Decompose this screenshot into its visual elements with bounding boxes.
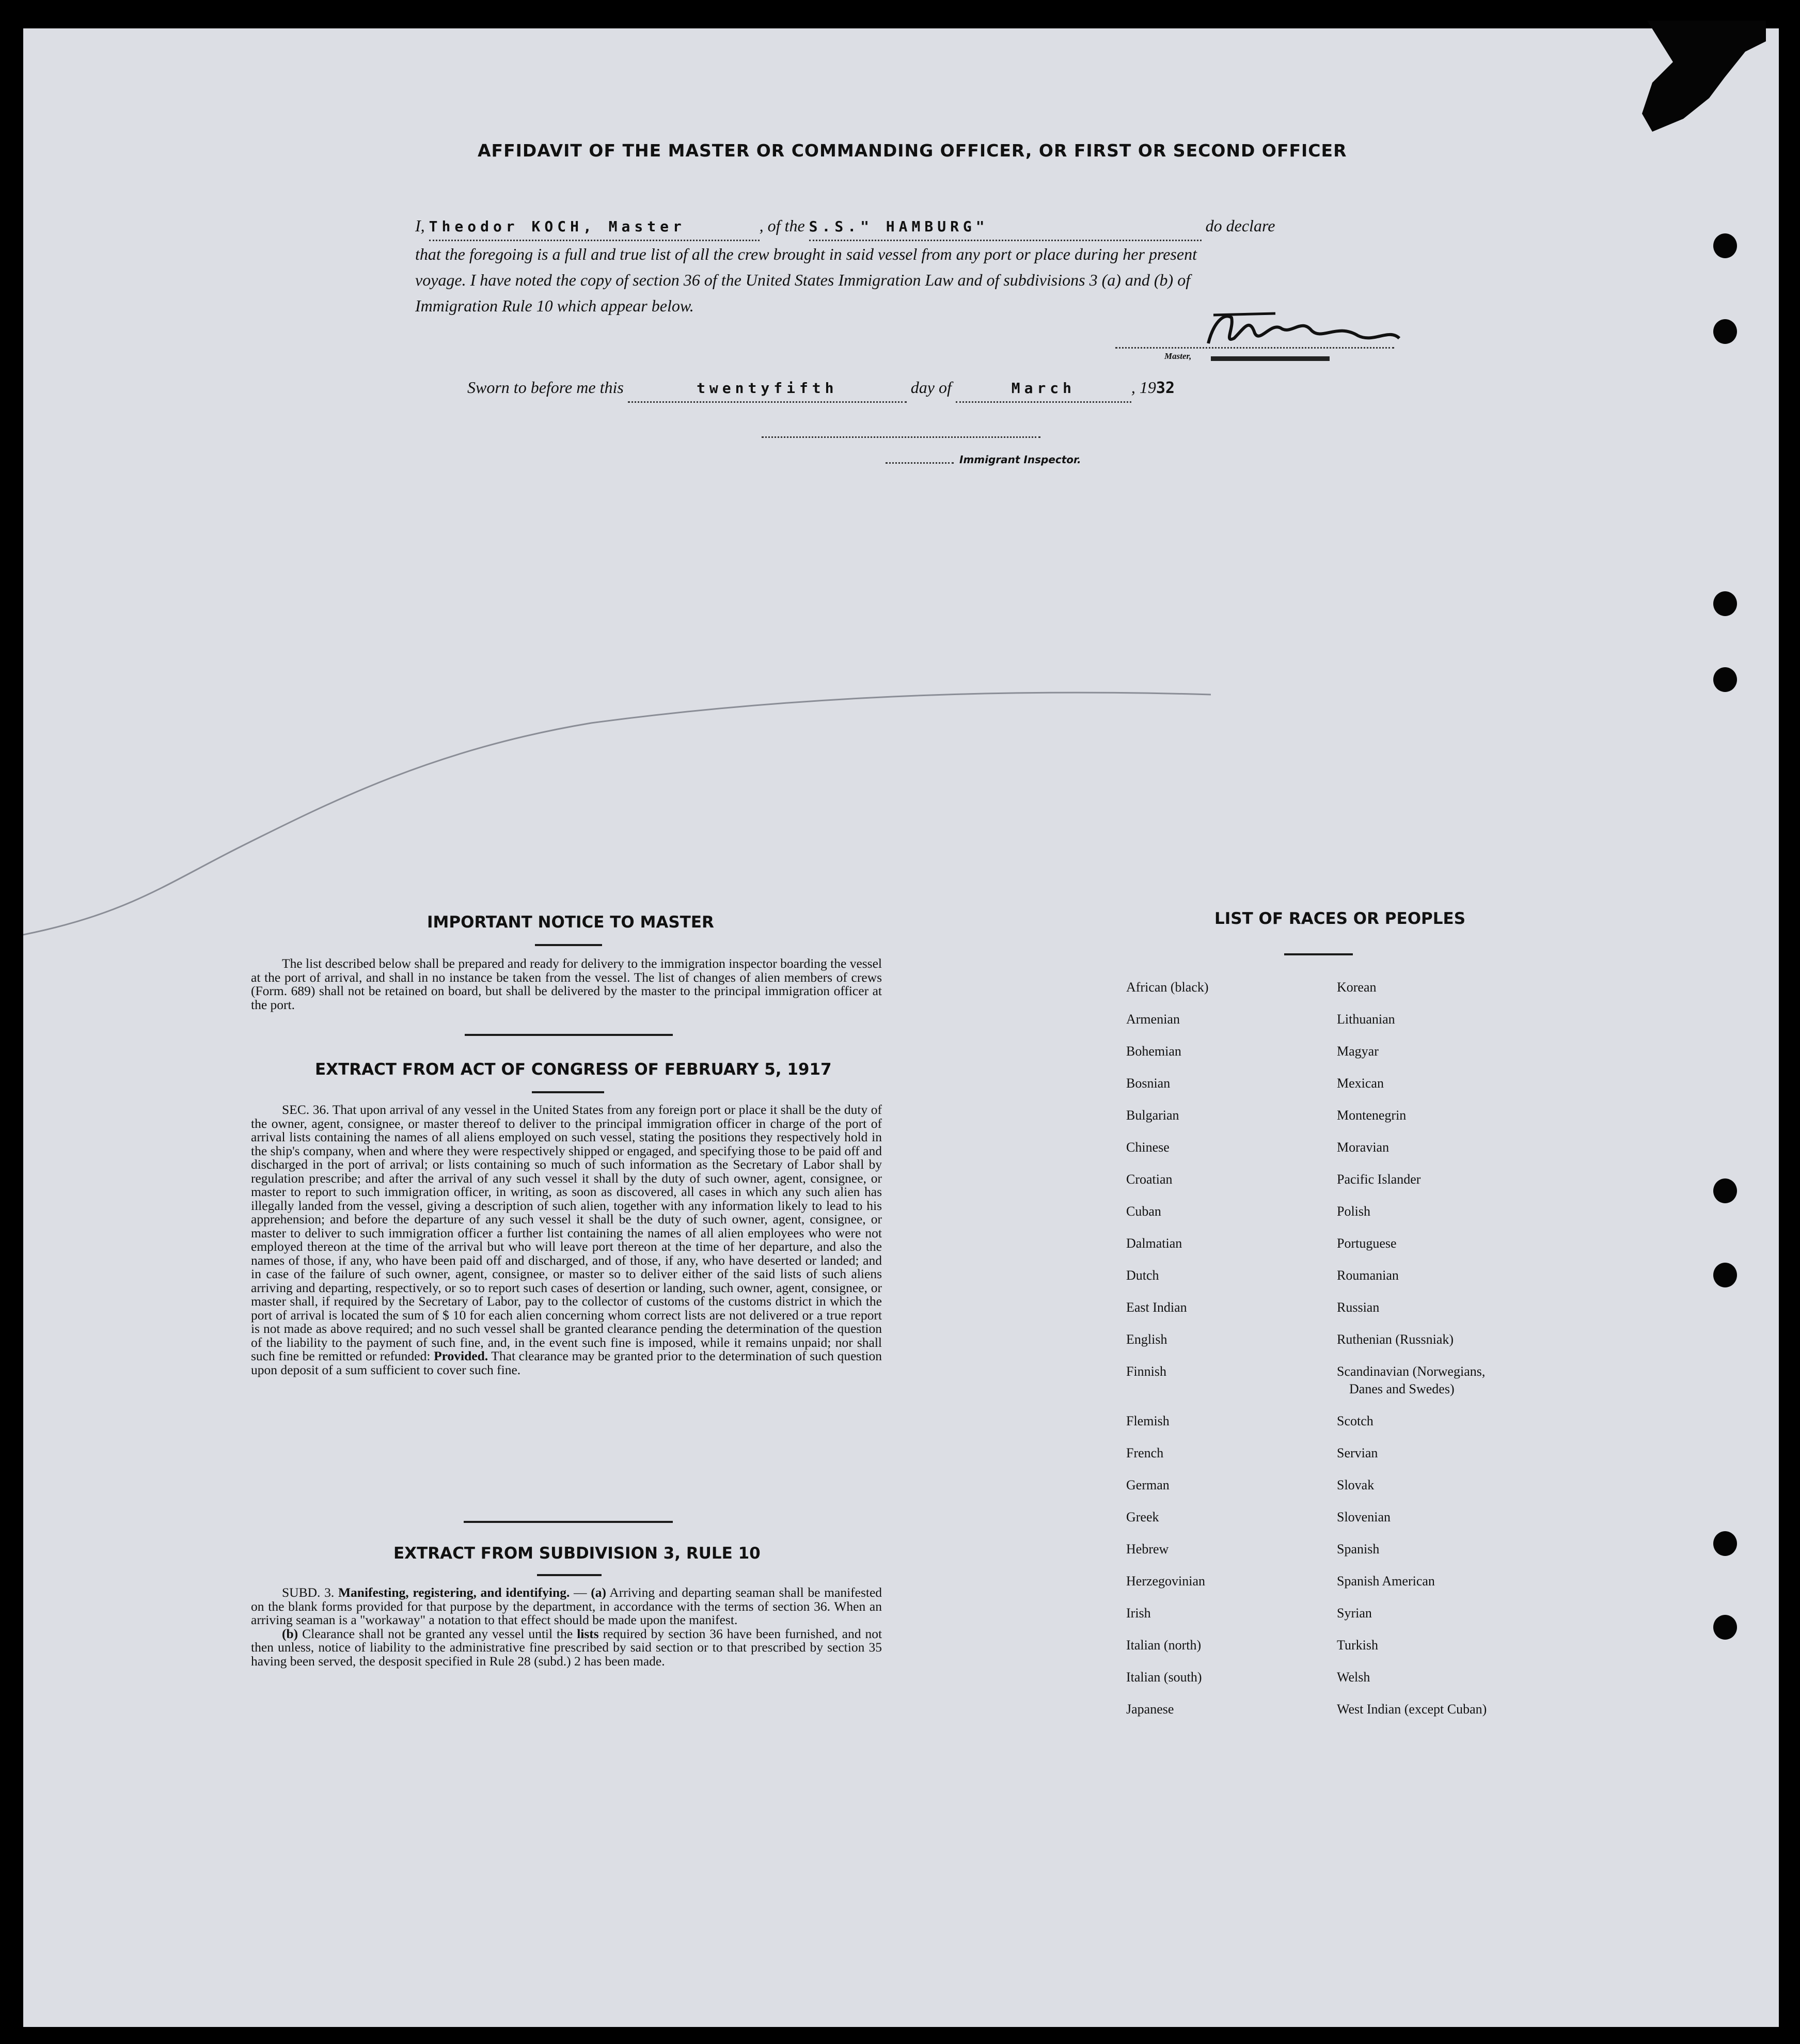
subd-body: SUBD. 3. Manifesting, registering, and identifying. — (a) Arriving and departing seaman shall be manifested on the blank forms provided for that purpose by the department, in accordance with the terms of section 36. When an arriving seaman is a "workaway" a notation to that effect should be made upon the manifest. (b) Clearance shall not be granted any vessel until the lists required by section 36 have been furnished, and not then unless, notice of liability to the administrative fine prescribed by said section or to that prescribed by section 35 having been served, the desposit specified in Rule 28 (subd.) 2 has been made. — [251, 1585, 882, 1669]
affidavit-title: AFFIDAVIT OF THE MASTER OR COMMANDING OFFICER, OR FIRST OR SECOND OFFICER — [478, 140, 1347, 161]
act-title: EXTRACT FROM ACT OF CONGRESS OF FEBRUARY 5, 1917 — [315, 1060, 832, 1079]
race-item: Slovenian — [1337, 1510, 1391, 1524]
race-item: Magyar — [1337, 1044, 1379, 1059]
day-of: day of — [910, 378, 952, 397]
race-item: Syrian — [1337, 1606, 1372, 1621]
document-page — [23, 28, 1779, 2027]
race-item: Chinese — [1126, 1140, 1170, 1155]
torn-corner — [1590, 21, 1766, 139]
notice-body: The list described below shall be prepared and ready for delivery to the immigration inspector boarding the vessel at the port of arrival, and shall in no instance be taken from the vessel. The list of changes of alien members of crews (Form. 689) shall not be retained on board, but shall be delivered by the master to the principal immigration officer at the port. — [251, 956, 882, 1012]
inspector-caption-line — [886, 462, 954, 464]
race-item: Greek — [1126, 1510, 1159, 1524]
race-item: Montenegrin — [1337, 1108, 1407, 1123]
race-item: Mexican — [1337, 1076, 1384, 1091]
race-item: Spanish — [1337, 1542, 1380, 1556]
punch-hole — [1713, 591, 1737, 616]
punch-hole — [1713, 1263, 1737, 1287]
race-item: African (black) — [1126, 980, 1209, 995]
race-item: German — [1126, 1477, 1170, 1492]
sworn-prefix: Sworn to before me this — [467, 378, 624, 397]
year-prefix: , 19 — [1131, 378, 1156, 397]
race-item: Cuban — [1126, 1204, 1161, 1219]
master-signature — [1203, 307, 1404, 354]
affidavit-line-3: voyage. I have noted the copy of section 36 of the United States Immigration Law and of subdivisions 3 (a) and (b) of — [415, 271, 1191, 289]
inspector-caption: Immigrant Inspector. — [959, 453, 1081, 466]
race-item: Armenian — [1126, 1012, 1180, 1027]
race-item: Bohemian — [1126, 1044, 1181, 1059]
race-item: Irish — [1126, 1606, 1151, 1621]
race-item: Hebrew — [1126, 1542, 1169, 1556]
races-rule — [1284, 953, 1353, 955]
affidavit-body — [415, 213, 1396, 319]
punch-hole — [1713, 319, 1737, 344]
paper-crease — [23, 646, 1211, 955]
race-item: Korean — [1337, 980, 1377, 995]
punch-hole — [1713, 667, 1737, 692]
signature-caption: Master, — [1164, 351, 1192, 361]
punch-hole — [1713, 233, 1737, 258]
inspector-signature-line — [762, 436, 1040, 438]
race-item: Portuguese — [1337, 1236, 1397, 1251]
sworn-day-field: twentyfifth — [628, 374, 907, 403]
act-rule — [532, 1091, 604, 1093]
master-name-field: Theodor KOCH, Master — [429, 213, 760, 241]
race-item: English — [1126, 1332, 1167, 1347]
notice-rule — [535, 944, 602, 946]
race-item: Servian — [1337, 1445, 1378, 1460]
race-item: Dutch — [1126, 1268, 1159, 1283]
race-item: Italian (north) — [1126, 1638, 1202, 1653]
affidavit-line-2: that the foregoing is a full and true list of all the crew brought in said vessel from any port or place during her present — [415, 245, 1197, 263]
race-item: Ruthenian (Russniak) — [1337, 1332, 1454, 1347]
sworn-month-field: March — [956, 374, 1131, 403]
race-item: Russian — [1337, 1300, 1380, 1315]
race-item: Croatian — [1126, 1172, 1173, 1187]
punch-hole — [1713, 1531, 1737, 1556]
race-item: Spanish American — [1337, 1574, 1435, 1589]
race-item: Welsh — [1337, 1670, 1370, 1685]
race-item: Pacific Islander — [1337, 1172, 1421, 1187]
divider — [465, 1034, 673, 1036]
affidavit-of-the: , of the — [759, 216, 805, 235]
race-item: Danes and Swedes) — [1349, 1381, 1455, 1396]
affidavit-declare: do declare — [1205, 216, 1275, 235]
race-item: Scotch — [1337, 1413, 1373, 1428]
punch-hole — [1713, 1178, 1737, 1203]
race-item: Polish — [1337, 1204, 1371, 1219]
race-item: Roumanian — [1337, 1268, 1399, 1283]
race-item: Moravian — [1337, 1140, 1390, 1155]
race-item: French — [1126, 1445, 1164, 1460]
year-suffix: 32 — [1156, 379, 1175, 397]
subd-rule — [537, 1574, 602, 1576]
affidavit-line-4: Immigration Rule 10 which appear below. — [415, 296, 694, 315]
race-item: West Indian (except Cuban) — [1337, 1702, 1487, 1717]
race-item: Bosnian — [1126, 1076, 1171, 1091]
race-item: Dalmatian — [1126, 1236, 1182, 1251]
subd-title: EXTRACT FROM SUBDIVISION 3, RULE 10 — [393, 1544, 761, 1563]
race-item: Finnish — [1126, 1364, 1167, 1379]
race-item: East Indian — [1126, 1300, 1187, 1315]
struck-title — [1211, 356, 1330, 361]
notice-title: IMPORTANT NOTICE TO MASTER — [427, 913, 714, 932]
punch-hole — [1713, 1615, 1737, 1640]
act-body: SEC. 36. That upon arrival of any vessel in the United States from any foreign port or place it shall be the duty of the owner, agent, consignee, or master thereof to deliver to the principal immigration officer in charge of the port of arrival lists containing the names of all aliens employed on such vessel, stating the positions they respectively hold in the ship's company, when and where they were respectively shipped or engaged, and specifying those to be paid off and discharged in the port of arrival; or lists containing so much of such information as the Secretary of Labor shall by regulation prescribe; and after the arrival of any such vessel it shall by the duty of such owner, agent, consignee, or master to report to such immigration officer, in writing, as soon as discovered, all cases in which any such alien has illegally landed from the vessel, giving a description of such alien, together with any information likely to lead to his apprehension; and before the departure of any such vessel it shall be the duty of such owner, agent, consignee, or master to deliver to such immigration officer a further list containing the names of all alien employees who were not employed thereon at the time of the arrival but who will leave port thereon at the time of her departure, and also the names of those, if any, who have been paid off and discharged, and of those, if any, who have deserted or landed; and in case of the failure of such owner, agent, consignee, or master so to deliver either of the said lists of such aliens arriving and departing, respectively, or so to report such cases of desertion or landing, such owner, agent, consignee, or master shall, if required by the Secretary of Labor, pay to the collector of customs of the customs district in which the port of arrival is located the sum of $ 10 for each alien concerning whom correct lists are not delivered or a true report is not made as above required; and no such vessel shall be granted clearance pending the determination of the question of the liability to the payment of such fine, and, in the event such fine is imposed, while it remains unpaid; nor shall such fine be remitted or refunded: Provided. That clearance may be granted prior to the determination of such question upon deposit of a sum sufficient to cover such fine. — [251, 1102, 882, 1377]
race-item: Herzegovinian — [1126, 1574, 1206, 1589]
race-item: Slovak — [1337, 1477, 1375, 1492]
race-item: Italian (south) — [1126, 1670, 1202, 1685]
race-item: Turkish — [1337, 1638, 1378, 1653]
race-item: Scandinavian (Norwegians, — [1337, 1364, 1486, 1379]
divider — [464, 1521, 673, 1523]
race-item: Flemish — [1126, 1413, 1170, 1428]
race-item: Lithuanian — [1337, 1012, 1395, 1027]
vessel-name-field: S.S." HAMBURG" — [809, 213, 1202, 241]
race-item: Bulgarian — [1126, 1108, 1179, 1123]
races-title: LIST OF RACES OR PEOPLES — [1214, 909, 1466, 928]
affidavit-i: I, — [415, 216, 425, 235]
sworn-line — [467, 374, 1175, 403]
race-item: Japanese — [1126, 1702, 1174, 1717]
